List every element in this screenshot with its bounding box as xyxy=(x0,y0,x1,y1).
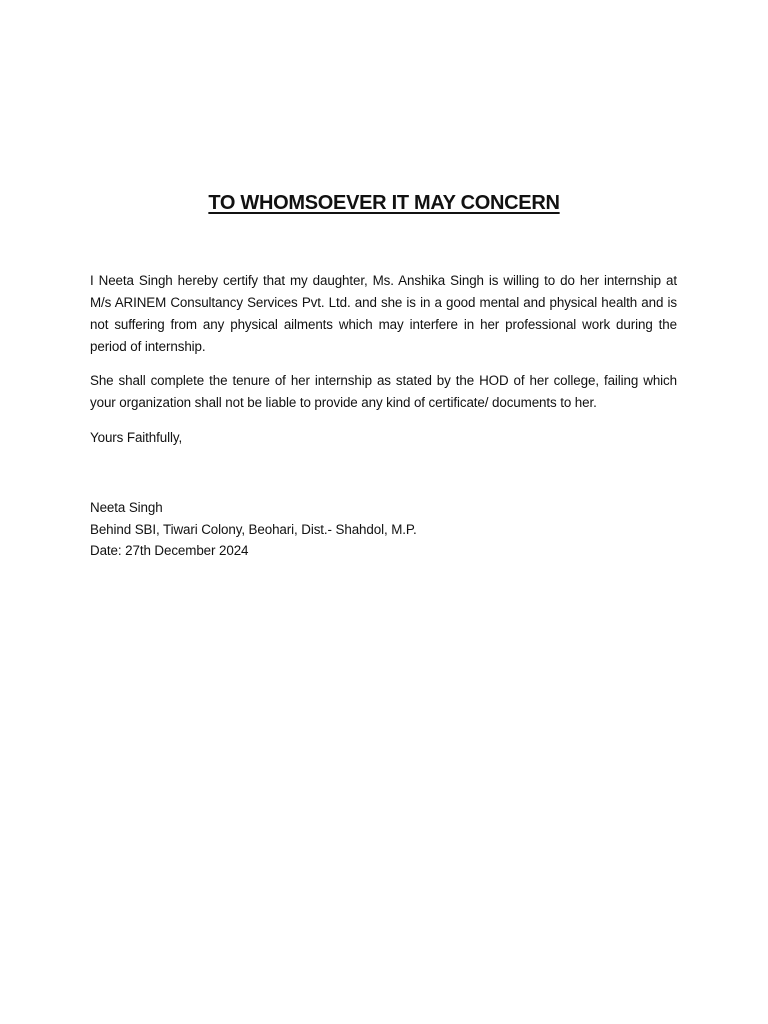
document-date: Date: 27th December 2024 xyxy=(90,543,249,559)
terms-paragraph: She shall complete the tenure of her internship as stated by the HOD of her college, failing which your organization shall not be liable to provide any kind of certificate/ documents to her. xyxy=(90,373,677,410)
signatory-name: Neeta Singh xyxy=(90,500,163,515)
document-title-text: TO WHOMSOEVER IT MAY CONCERN xyxy=(208,192,560,214)
certification-paragraph: I Neeta Singh hereby certify that my daughter, Ms. Anshika Singh is willing to do her internship at M/s ARINEM Consultancy Services Pvt. Ltd. and she is in a good mental and physical health and is not suffering from any physical ailments which may interfere in her professional work during the period of internship. xyxy=(90,273,677,354)
closing-line: Yours Faithfully, xyxy=(90,430,183,445)
signature-block xyxy=(90,497,417,562)
signatory-address: Behind SBI, Tiwari Colony, Beohari, Dist.- Shahdol, M.P. xyxy=(90,521,417,537)
document-title xyxy=(0,192,768,215)
